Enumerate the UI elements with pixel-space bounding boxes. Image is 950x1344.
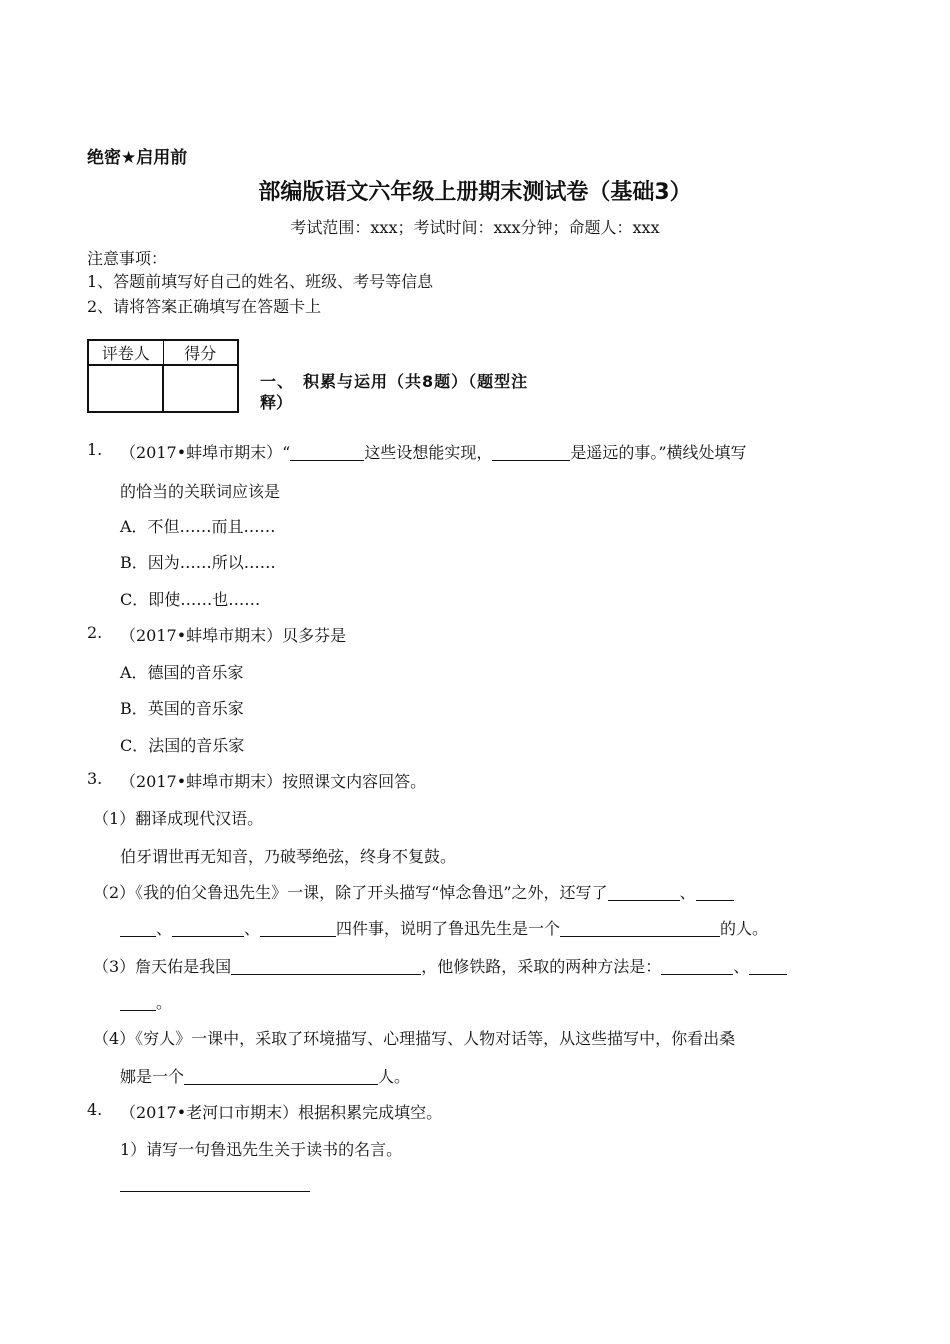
- question-3-part2-cont: 、 、 四件事，说明了鲁迅先生是一个 的人。: [120, 916, 768, 939]
- answer-blank[interactable]: [120, 994, 156, 1011]
- answer-blank[interactable]: [560, 920, 720, 937]
- answer-blank[interactable]: [290, 444, 364, 461]
- option[interactable]: C．法国的音乐家: [120, 736, 245, 755]
- answer-blank[interactable]: [120, 920, 156, 937]
- question-number: 4.: [87, 1100, 103, 1119]
- note-item: 1、答题前填写好自己的姓名、班级、考号等信息: [87, 272, 434, 291]
- grader-cell: [88, 365, 163, 412]
- answer-blank[interactable]: [608, 884, 680, 901]
- answer-blank[interactable]: [260, 920, 336, 937]
- question-1-cont: 的恰当的关联词应该是: [120, 482, 281, 501]
- question-number: 3.: [87, 769, 103, 788]
- answer-blank[interactable]: [492, 444, 570, 461]
- answer-blank[interactable]: [172, 920, 244, 937]
- exam-meta: 考试范围：xxx；考试时间：xxx分钟；命题人：xxx: [290, 218, 660, 237]
- question-3-part3: （3）詹天佑是我国 ，他修铁路，采取的两种方法是： 、: [93, 954, 787, 977]
- question-number: 1.: [87, 440, 103, 459]
- notes-heading: 注意事项：: [87, 249, 168, 268]
- answer-blank[interactable]: [696, 884, 734, 901]
- answer-line[interactable]: [120, 1190, 310, 1192]
- question-2-text: （2017•蚌埠市期末）贝多芬是: [120, 626, 347, 645]
- option[interactable]: A．不但……而且……: [120, 517, 276, 536]
- answer-blank[interactable]: [184, 1068, 378, 1085]
- question-3-part1: （1）翻译成现代汉语。: [93, 809, 264, 828]
- option[interactable]: B．英国的音乐家: [120, 699, 244, 718]
- question-3-text: （2017•蚌埠市期末）按照课文内容回答。: [120, 772, 427, 791]
- option[interactable]: C．即使……也……: [120, 590, 261, 609]
- answer-blank[interactable]: [749, 958, 787, 975]
- score-table: [87, 339, 239, 413]
- grader-header: 评卷人: [88, 340, 163, 365]
- score-header: 得分: [163, 340, 238, 365]
- question-4-part1: 1）请写一句鲁迅先生关于读书的名言。: [120, 1140, 403, 1159]
- question-3-part4-cont: 娜是一个 人。: [120, 1067, 411, 1086]
- page-title: 部编版语文六年级上册期末测试卷（基础3）: [258, 180, 692, 205]
- question-1-text: （2017•蚌埠市期末）“ 这些设想能实现， 是遥远的事。”横线处填写: [120, 443, 747, 462]
- question-3-part2: （2）《我的伯父鲁迅先生》一课，除了开头描写“悼念鲁迅”之外，还写了 、: [93, 880, 734, 903]
- score-cell: [163, 365, 238, 412]
- section-heading-cont: 释）: [260, 393, 293, 412]
- note-item: 2、请将答案正确填写在答题卡上: [87, 297, 322, 316]
- question-number: 2.: [87, 623, 103, 642]
- answer-blank[interactable]: [661, 958, 733, 975]
- question-3-part3-cont: 。: [120, 990, 172, 1013]
- question-3-part4: （4）《穷人》一课中，采取了环境描写、心理描写、人物对话等，从这些描写中，你看出桑: [93, 1029, 736, 1048]
- question-3-passage: 伯牙谓世再无知音，乃破琴绝弦，终身不复鼓。: [120, 847, 457, 866]
- answer-blank[interactable]: [231, 958, 421, 975]
- section-heading: 一、 积累与运用（共8题）（题型注: [260, 372, 529, 391]
- option[interactable]: B．因为……所以……: [120, 553, 276, 572]
- option[interactable]: A．德国的音乐家: [120, 663, 244, 682]
- confidential-label: 绝密★启用前: [87, 148, 188, 168]
- question-4-text: （2017•老河口市期末）根据积累完成填空。: [120, 1103, 443, 1122]
